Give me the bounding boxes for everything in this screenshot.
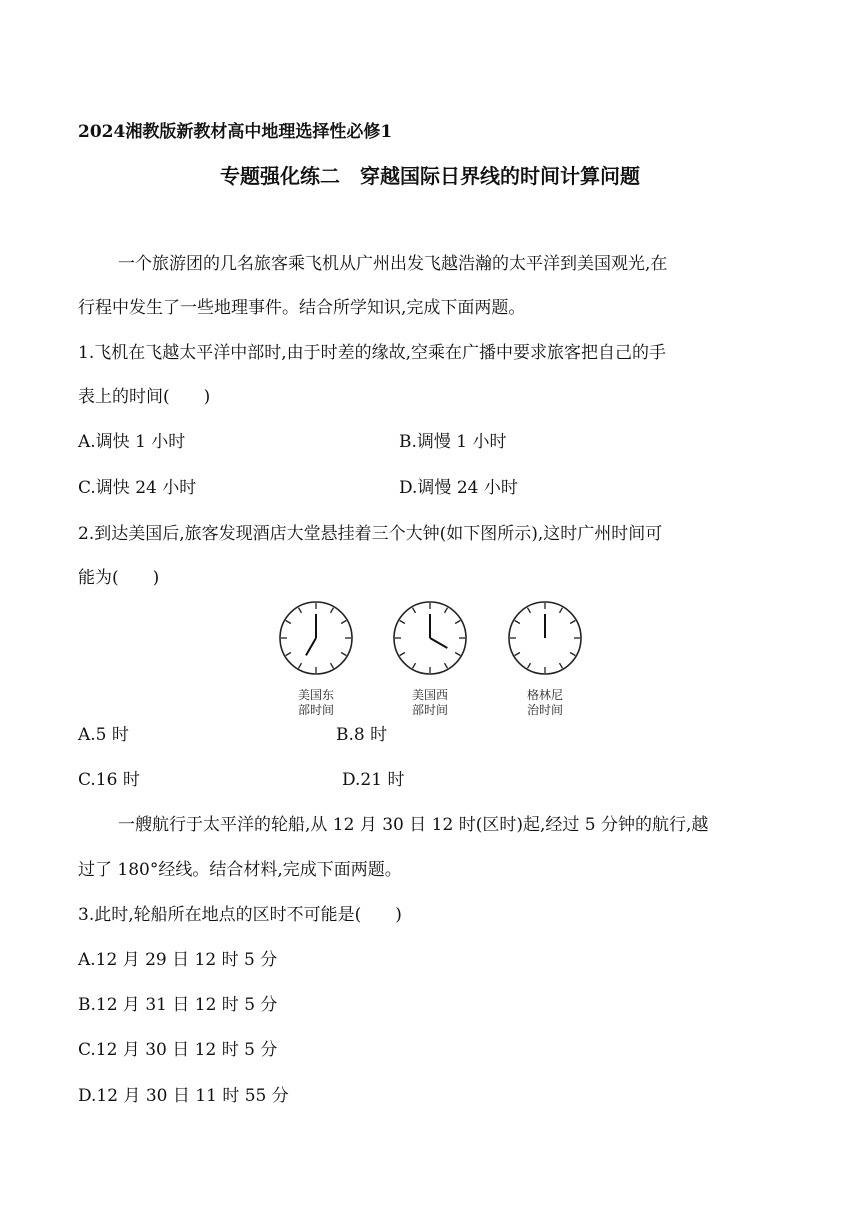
- q1-option-a[interactable]: A.调快 1 小时: [78, 432, 186, 452]
- hour-tick: [413, 608, 416, 613]
- clock-label-line1: 美国东: [297, 688, 334, 702]
- hour-tick: [413, 663, 416, 668]
- clock-greenwich: [505, 598, 585, 718]
- clock-label-line1: 美国西: [411, 688, 448, 702]
- hour-hand: [306, 638, 316, 655]
- hour-tick: [528, 608, 531, 613]
- hour-tick: [341, 653, 346, 656]
- hour-tick: [570, 653, 575, 656]
- q3-option-d[interactable]: D.12 月 30 日 11 时 55 分: [78, 1086, 289, 1106]
- hour-tick: [455, 653, 460, 656]
- q1-option-d[interactable]: D.调慢 24 小时: [399, 478, 518, 498]
- q1-option-b[interactable]: B.调慢 1 小时: [399, 432, 507, 452]
- hour-tick: [528, 663, 531, 668]
- clock-label: [276, 688, 356, 718]
- clock-us-west: [390, 598, 470, 718]
- hour-hand: [430, 638, 447, 648]
- intro2-line2: 过了 180°经线。结合材料,完成下面两题。: [78, 860, 402, 880]
- clock-label: [505, 688, 585, 718]
- hour-tick: [560, 608, 563, 613]
- hour-tick: [455, 621, 460, 624]
- q2-option-c[interactable]: C.16 时: [78, 770, 140, 790]
- hour-tick: [400, 621, 405, 624]
- hour-tick: [341, 621, 346, 624]
- hour-tick: [515, 621, 520, 624]
- q3-option-a[interactable]: A.12 月 29 日 12 时 5 分: [78, 950, 278, 970]
- hour-tick: [570, 621, 575, 624]
- clock-us-east: [276, 598, 356, 718]
- hour-tick: [331, 663, 334, 668]
- hour-tick: [299, 663, 302, 668]
- hour-tick: [299, 608, 302, 613]
- q1-option-c[interactable]: C.调快 24 小时: [78, 478, 197, 498]
- clock-label: [390, 688, 470, 718]
- intro1-line2: 行程中发生了一些地理事件。结合所学知识,完成下面两题。: [78, 298, 526, 318]
- hour-tick: [515, 653, 520, 656]
- intro2-line1: 一艘航行于太平洋的轮船,从 12 月 30 日 12 时(区时)起,经过 5 分钟的航行,越: [118, 815, 709, 835]
- hour-tick: [286, 621, 291, 624]
- hour-tick: [445, 608, 448, 613]
- clock-label-line2: 部时间: [297, 703, 334, 717]
- page-title: 专题强化练二 穿越国际日界线的时间计算问题: [220, 164, 640, 188]
- hour-tick: [445, 663, 448, 668]
- q2-option-a[interactable]: A.5 时: [78, 725, 129, 745]
- q3-stem: 3.此时,轮船所在地点的区时不可能是( ): [78, 905, 402, 925]
- clock-label-line2: 部时间: [411, 703, 448, 717]
- clock-label-line2: 治时间: [526, 703, 563, 717]
- clock-face: [390, 598, 470, 678]
- q3-option-b[interactable]: B.12 月 31 日 12 时 5 分: [78, 995, 278, 1015]
- hour-tick: [331, 608, 334, 613]
- intro1-line1: 一个旅游团的几名旅客乘飞机从广州出发飞越浩瀚的太平洋到美国观光,在: [118, 254, 668, 274]
- clock-label-line1: 格林尼: [526, 688, 563, 702]
- q3-option-c[interactable]: C.12 月 30 日 12 时 5 分: [78, 1040, 278, 1060]
- q1-stem-line1: 1.飞机在飞越太平洋中部时,由于时差的缘故,空乘在广播中要求旅客把自己的手: [78, 343, 667, 363]
- hour-tick: [286, 653, 291, 656]
- q2-option-b[interactable]: B.8 时: [336, 725, 388, 745]
- clock-face: [276, 598, 356, 678]
- clock-face: [505, 598, 585, 678]
- q2-stem-line1: 2.到达美国后,旅客发现酒店大堂悬挂着三个大钟(如下图所示),这时广州时间可: [78, 524, 663, 544]
- q1-stem-line2: 表上的时间( ): [78, 387, 211, 407]
- q2-option-d[interactable]: D.21 时: [342, 770, 405, 790]
- hour-tick: [400, 653, 405, 656]
- hour-tick: [560, 663, 563, 668]
- header-title: 2024湘教版新教材高中地理选择性必修1: [78, 122, 393, 142]
- q2-stem-line2: 能为( ): [78, 568, 160, 588]
